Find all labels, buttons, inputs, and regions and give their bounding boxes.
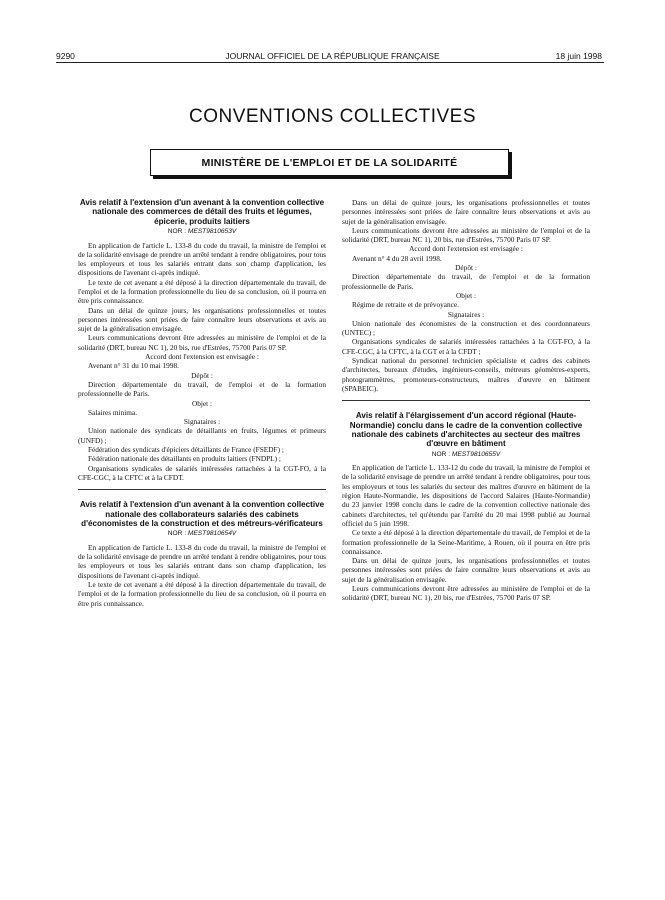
paragraph: Fédération des syndicats d'épiciers détaillants de France (FSEDF) ; [88,445,284,455]
paragraph: Signataires : [183,417,221,427]
paragraph: Leurs communications devront être adressées au ministère de l'emploi et de la solidarité (DRT, bureau NC 1), 20 bis, rue d'Estrées, 75700 Paris 07 SP. [342,584,590,603]
paragraph: Leurs communications devront être adressées au ministère de l'emploi et de la solidarité (DRT, bureau NC 1), 20 bis, rue d'Estrées, 75700 Paris 07 SP. [78,333,326,352]
paragraph: En application de l'article L. 133-12 du code du travail, la ministre de l'emploi et de la solidarité envisage de prendre un arrêté tendant à rendre obligatoires, pour tous les employeurs et tous les salariés du secteur des maîtres d'œuvre en bâtiment de la région Haute-Normandie, les dispositions de l'accord Salaires (Haute-Normandie) du 23 janvier 1998 conclu dans le cadre de la convention collective nationale des cabinets d'architectes, tel qu'étendu par l'arrêté du 20 mai 1998 publié au Journal officiel du 5 juin 1998. [342,463,590,528]
article-2-continued [342,198,590,393]
article-1 [78,198,326,482]
paragraph: Dépôt : [455,263,477,273]
nor-reference: NOR : MEST9810653V [167,228,237,236]
paragraph: Organisations syndicales de salariés intéressées rattachées à la CGT-FO, à la CFE-CGC, à la CFTC et à la CFDT. [78,463,326,482]
paragraph: Accord dont l'extension est envisagée : [145,352,259,362]
article-divider [78,489,326,490]
paragraph: Signataires : [447,309,485,319]
article-title: Avis relatif à l'extension d'un avenant à la convention collective nationale des commerces de détail des fruits et légumes, épicerie, produits laitiers [79,198,325,226]
paragraph: Organisations syndicales de salariés intéressées rattachées à la CGT-FO, à la CFE-CGC, à la CFTC, à la CGT et à la CFDT ; [342,337,590,356]
ministry-label: MINISTÈRE DE L'EMPLOI ET DE LA SOLIDARITÉ [201,156,458,169]
paragraph: Ce texte a été déposé à la direction départementale du travail, de l'emploi et de la formation professionnelle de la Seine-Maritime, à Rouen, où il pourra en être pris connaissance. [342,528,590,556]
article-title: Avis relatif à l'élargissement d'un accord régional (Haute-Normandie) conclu dans le cadre de la convention collective nationale des cabinets d'architectes au secteur des maîtres d'œuvre en bâtiment [349,411,583,449]
paragraph: Le texte de cet avenant a été déposé à la direction départementale du travail, de l'emploi et de la formation professionnelle du lieu de sa conclusion, où il pourra en être pris connaissance. [78,579,326,608]
paragraph: Direction départementale du travail, de l'emploi et de la formation professionnelle de Paris. [342,272,590,291]
nor-reference: NOR : MEST9810655V [431,450,501,458]
paragraph: En application de l'article L. 133-8 du code du travail, la ministre de l'emploi et de la solidarité envisage de prendre un arrêté tendant à rendre obligatoires, pour tous les employeurs et tous les salariés entrant dans son champ d'application, les dispositions de l'avenant ci-après indiqué. [78,240,326,278]
paragraph: Leurs communications devront être adressées au ministère de l'emploi et de la solidarité (DRT, bureau NC 1), 20 bis, rue d'Estrées, 75700 Paris 07 SP. [342,225,590,245]
article-2-start [78,500,326,608]
paragraph: Avenant n° 4 du 28 avril 1998. [352,253,442,263]
paragraph: Régime de retraite et de prévoyance. [352,300,459,310]
right-column [342,198,590,603]
paragraph: En application de l'article L. 133-8 du code du travail, la ministre de l'emploi et de la solidarité envisage de prendre un arrêté tendant à rendre obligatoires, pour tous les employeurs et tous les salariés entrant dans son champ d'application, les dispositions de l'avenant ci-après indiqué. [78,542,326,580]
header-rule [56,62,604,63]
paragraph: Dans un délai de quinze jours, les organisations professionnelles et toutes personnes intéressées sont priées de faire connaître leurs observations et avis au sujet de la généralisation envisagée. [342,556,590,584]
paragraph: Objet : [455,290,477,300]
page-number: 9290 [56,51,75,61]
paragraph: Syndicat national du personnel technicien spécialiste et cadres des cabinets d'architectes, bureaux d'études, ingénieurs-conseils, métreurs géomètres-experts, photogrammètres, promoteurs-constructeurs, maîtres d'œuvre en bâtiment (SPABEIC). [342,356,590,393]
article-title: Avis relatif à l'extension d'un avenant à la convention collective nationale des collaborateurs salariés des cabinets d'économistes de la construction et des métreurs-vérificateurs [79,500,325,529]
issue-date: 18 juin 1998 [555,51,602,61]
page-header [0,0,665,60]
journal-title: JOURNAL OFFICIEL DE LA RÉPUBLIQUE FRANÇAISE [225,51,440,61]
article-3 [342,411,590,602]
paragraph: Union nationale des syndicats de détaillants en fruits, légumes et primeurs (UNFD) ; [78,426,326,445]
paragraph: Le texte de cet avenant a été déposé à la direction départementale du travail, de l'emploi et de la formation professionnelle du lieu de sa conclusion, où il pourra en être pris connaissance. [78,277,326,306]
paragraph: Accord dont l'extension est envisagée : [409,244,523,254]
paragraph: Avenant n° 31 du 10 mai 1998. [88,361,179,371]
ministry-banner [150,149,509,176]
paragraph: Salaires minima. [88,407,138,417]
paragraph: Union nationale des économistes de la construction et des coordonnateurs (UNTEC) ; [342,318,590,338]
nor-reference: NOR : MEST9810654V [167,530,237,538]
paragraph: Fédération nationale des détaillants en produits laitiers (FNDPL) ; [88,454,281,464]
paragraph: Dans un délai de quinze jours, les organisations professionnelles et toutes personnes intéressées sont priées de faire connaître leurs observations et avis au sujet de la généralisation envisagée. [78,305,326,334]
paragraph: Direction départementale du travail, de l'emploi et de la formation professionnelle de Paris. [78,379,326,399]
paragraph: Objet : [191,398,213,408]
left-column [78,198,326,608]
section-title: CONVENTIONS COLLECTIVES [188,106,477,127]
paragraph: Dépôt : [191,370,213,380]
article-divider [342,400,590,401]
paragraph: Dans un délai de quinze jours, les organisations professionnelles et toutes personnes intéressées sont priées de faire connaître leurs observations et avis au sujet de la généralisation envisagée. [342,198,590,226]
